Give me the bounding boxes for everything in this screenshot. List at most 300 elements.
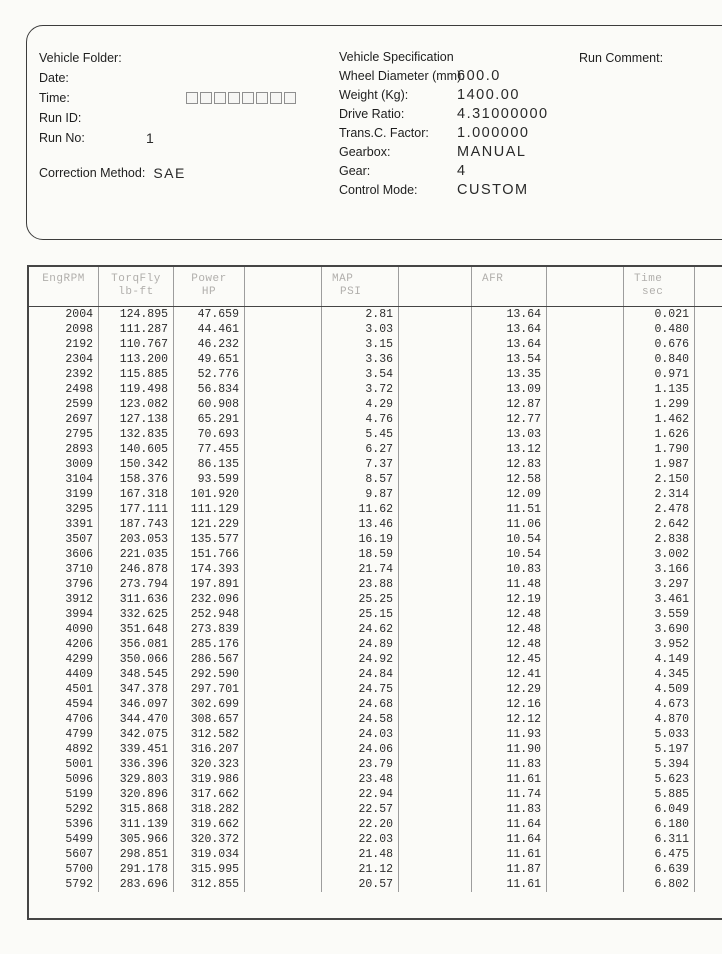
table-cell: 11.83 [472,802,547,817]
column-header: Time sec [624,267,695,306]
vehicle-spec-title-row [339,48,549,67]
table-cell: 11.61 [472,847,547,862]
table-cell: 5792 [29,877,99,892]
table-row [29,742,722,757]
table-cell [245,457,322,472]
table-cell: 11.48 [472,577,547,592]
table-cell: 11.93 [472,727,547,742]
table-cell: 150.342 [99,457,174,472]
table-cell [547,712,624,727]
table-cell: 115.885 [99,367,174,382]
table-cell: 4501 [29,682,99,697]
drive-ratio-value: 4.31000000 [457,106,549,122]
table-cell [399,742,472,757]
table-cell: 311.139 [99,817,174,832]
table-cell: 132.835 [99,427,174,442]
table-cell: 297.701 [174,682,245,697]
table-cell [547,322,624,337]
table-cell [547,547,624,562]
table-cell [245,382,322,397]
table-cell: 12.16 [472,697,547,712]
weight-row [339,86,549,105]
table-cell: 13.03 [472,427,547,442]
table-cell [695,322,722,337]
table-cell: 6.180 [624,817,695,832]
table-cell [695,592,722,607]
table-cell: 24.03 [322,727,399,742]
table-cell: 52.776 [174,367,245,382]
column-header [245,267,322,306]
table-cell: 12.48 [472,607,547,622]
table-cell: 348.545 [99,667,174,682]
table-cell: 3104 [29,472,99,487]
table-cell: 177.111 [99,502,174,517]
table-cell: 12.48 [472,622,547,637]
table-cell [547,382,624,397]
table-cell [245,772,322,787]
table-cell: 6.802 [624,877,695,892]
table-cell: 22.03 [322,832,399,847]
table-cell [695,412,722,427]
table-cell [245,727,322,742]
table-cell: 140.605 [99,442,174,457]
table-cell: 2392 [29,367,99,382]
table-cell: 20.57 [322,877,399,892]
table-cell: 0.480 [624,322,695,337]
table-cell: 5700 [29,862,99,877]
table-cell [399,697,472,712]
table-cell: 3199 [29,487,99,502]
table-cell: 291.178 [99,862,174,877]
table-cell [547,517,624,532]
table-cell [245,742,322,757]
run-id-row [39,108,296,128]
table-row [29,322,722,337]
table-row [29,712,722,727]
run-no-row [39,128,296,148]
gearbox-row [339,143,549,162]
table-row [29,397,722,412]
table-cell [695,832,722,847]
table-cell: 22.57 [322,802,399,817]
column-header: EngRPM [29,267,99,306]
table-cell [399,712,472,727]
table-cell: 2893 [29,442,99,457]
placeholder-box [270,92,282,104]
table-row [29,307,722,322]
table-cell [399,427,472,442]
table-cell [695,637,722,652]
table-cell: 286.567 [174,652,245,667]
table-cell [547,832,624,847]
table-cell: 5096 [29,772,99,787]
table-row [29,652,722,667]
table-cell [399,412,472,427]
placeholder-box [228,92,240,104]
table-cell: 93.599 [174,472,245,487]
table-cell [245,637,322,652]
table-row [29,517,722,532]
table-cell: 13.09 [472,382,547,397]
table-cell [399,757,472,772]
table-cell [399,487,472,502]
table-cell: 13.54 [472,352,547,367]
run-info-panel [26,25,722,240]
run-info-left-column [39,48,296,183]
table-cell: 101.920 [174,487,245,502]
weight-label: Weight (Kg): [339,88,409,102]
table-cell: 5.033 [624,727,695,742]
table-cell: 11.83 [472,757,547,772]
table-cell: 49.651 [174,352,245,367]
table-cell: 24.68 [322,697,399,712]
table-cell [245,307,322,322]
table-row [29,412,722,427]
table-cell: 3.297 [624,577,695,592]
table-cell: 4409 [29,667,99,682]
table-cell [547,622,624,637]
table-cell: 4299 [29,652,99,667]
table-cell [245,322,322,337]
table-cell: 285.176 [174,637,245,652]
trans-factor-row [339,124,549,143]
table-cell [695,757,722,772]
table-cell [399,532,472,547]
table-cell: 3.15 [322,337,399,352]
table-row [29,787,722,802]
table-cell [547,487,624,502]
table-cell [695,787,722,802]
table-cell [547,397,624,412]
gearbox-value: MANUAL [457,144,527,160]
vehicle-spec-title: Vehicle Specification [339,50,454,64]
table-row [29,607,722,622]
table-cell: 302.699 [174,697,245,712]
table-cell: 273.794 [99,577,174,592]
table-cell: 65.291 [174,412,245,427]
table-cell [695,562,722,577]
table-cell: 6.049 [624,802,695,817]
table-row [29,547,722,562]
table-cell: 5396 [29,817,99,832]
table-cell: 23.88 [322,577,399,592]
table-cell: 0.840 [624,352,695,367]
table-cell: 24.58 [322,712,399,727]
table-cell: 3.952 [624,637,695,652]
control-mode-row [339,181,549,200]
table-row [29,502,722,517]
table-cell [245,487,322,502]
table-cell [245,532,322,547]
table-cell: 319.034 [174,847,245,862]
table-cell: 11.61 [472,772,547,787]
table-cell: 23.79 [322,757,399,772]
table-cell [245,412,322,427]
table-cell: 2.314 [624,487,695,502]
column-header: MAP PSI [322,267,399,306]
table-cell [695,502,722,517]
table-row [29,562,722,577]
table-cell [547,562,624,577]
wheel-diameter-label: Wheel Diameter (mm): [339,69,465,83]
table-cell [245,352,322,367]
table-cell [399,367,472,382]
table-cell: 3.36 [322,352,399,367]
table-cell: 311.636 [99,592,174,607]
table-cell: 5.623 [624,772,695,787]
table-cell: 2098 [29,322,99,337]
table-cell [399,592,472,607]
table-cell: 3.002 [624,547,695,562]
table-row [29,442,722,457]
table-cell: 3912 [29,592,99,607]
table-cell [547,502,624,517]
table-cell: 10.54 [472,532,547,547]
table-cell: 232.096 [174,592,245,607]
placeholder-box [186,92,198,104]
table-cell: 305.966 [99,832,174,847]
table-cell: 3391 [29,517,99,532]
table-cell [695,517,722,532]
time-boxes [186,88,296,108]
table-row [29,832,722,847]
table-cell [245,847,322,862]
table-row [29,862,722,877]
table-cell [695,667,722,682]
table-cell: 13.64 [472,307,547,322]
table-cell: 246.878 [99,562,174,577]
table-cell: 24.75 [322,682,399,697]
table-cell: 110.767 [99,337,174,352]
table-cell: 4.673 [624,697,695,712]
column-header [547,267,624,306]
table-row [29,337,722,352]
table-cell [399,637,472,652]
table-cell: 2.81 [322,307,399,322]
run-comment-label: Run Comment: [579,51,664,65]
table-row [29,802,722,817]
table-cell: 21.74 [322,562,399,577]
table-cell: 298.851 [99,847,174,862]
table-cell [547,772,624,787]
run-no-label: Run No: [39,131,85,145]
table-cell [695,367,722,382]
table-cell: 174.393 [174,562,245,577]
table-cell [547,667,624,682]
table-cell: 252.948 [174,607,245,622]
table-cell: 11.61 [472,877,547,892]
table-cell [245,427,322,442]
gear-value: 4 [457,163,467,179]
table-row [29,697,722,712]
table-cell: 12.19 [472,592,547,607]
table-cell [399,817,472,832]
table-cell [547,367,624,382]
table-cell: 44.461 [174,322,245,337]
table-cell [245,592,322,607]
table-cell: 4892 [29,742,99,757]
table-cell: 2304 [29,352,99,367]
table-cell: 46.232 [174,337,245,352]
table-cell [695,697,722,712]
table-cell: 2192 [29,337,99,352]
control-mode-label: Control Mode: [339,183,418,197]
table-cell [695,622,722,637]
table-cell [695,472,722,487]
table-cell [547,877,624,892]
table-cell: 11.62 [322,502,399,517]
table-cell: 13.12 [472,442,547,457]
table-cell: 6.311 [624,832,695,847]
table-cell: 135.577 [174,532,245,547]
table-cell: 9.87 [322,487,399,502]
table-header-row [29,267,722,307]
table-cell: 12.29 [472,682,547,697]
table-cell: 1.987 [624,457,695,472]
table-row [29,352,722,367]
spacer [39,148,296,163]
table-cell: 70.693 [174,427,245,442]
table-cell [245,562,322,577]
table-cell [245,622,322,637]
table-body [29,307,722,892]
table-cell: 3.461 [624,592,695,607]
table-row [29,457,722,472]
table-cell: 113.200 [99,352,174,367]
table-cell [399,382,472,397]
table-cell [547,862,624,877]
table-cell [695,307,722,322]
trans-factor-value: 1.000000 [457,125,530,141]
date-label: Date: [39,71,69,85]
table-cell [245,682,322,697]
table-cell: 24.89 [322,637,399,652]
table-cell: 11.64 [472,832,547,847]
table-cell [245,577,322,592]
table-cell: 315.995 [174,862,245,877]
table-cell: 6.27 [322,442,399,457]
table-cell: 119.498 [99,382,174,397]
time-label: Time: [39,91,70,105]
vehicle-folder-label: Vehicle Folder: [39,51,122,65]
correction-method-label: Correction Method: [39,166,146,180]
table-cell [547,352,624,367]
table-cell [547,757,624,772]
table-cell: 158.376 [99,472,174,487]
table-cell: 5292 [29,802,99,817]
table-cell [399,877,472,892]
table-cell [399,322,472,337]
table-cell: 24.62 [322,622,399,637]
table-cell: 308.657 [174,712,245,727]
table-cell: 344.470 [99,712,174,727]
table-cell [399,802,472,817]
table-cell [245,877,322,892]
table-cell [399,787,472,802]
table-cell: 23.48 [322,772,399,787]
table-cell: 12.09 [472,487,547,502]
table-cell [399,472,472,487]
placeholder-box [256,92,268,104]
table-cell: 4594 [29,697,99,712]
table-row [29,382,722,397]
table-cell [399,682,472,697]
gear-label: Gear: [339,164,371,178]
table-cell: 221.035 [99,547,174,562]
table-cell: 329.803 [99,772,174,787]
table-cell: 4.509 [624,682,695,697]
wheel-diameter-value: 600.0 [457,68,501,84]
table-row [29,487,722,502]
table-cell: 3.559 [624,607,695,622]
table-cell: 346.097 [99,697,174,712]
table-cell [245,367,322,382]
table-cell: 24.84 [322,667,399,682]
table-cell [547,307,624,322]
table-cell [547,412,624,427]
drive-ratio-label: Drive Ratio: [339,107,405,121]
table-cell: 187.743 [99,517,174,532]
table-row [29,532,722,547]
table-cell [547,607,624,622]
table-cell [399,772,472,787]
table-cell: 13.46 [322,517,399,532]
table-cell [547,472,624,487]
table-cell: 3.72 [322,382,399,397]
table-cell: 3.690 [624,622,695,637]
table-cell [245,862,322,877]
table-cell: 317.662 [174,787,245,802]
table-cell [399,337,472,352]
table-cell: 350.066 [99,652,174,667]
table-cell: 4.29 [322,397,399,412]
wheel-diameter-row [339,67,549,86]
table-cell: 5.885 [624,787,695,802]
table-cell: 315.868 [99,802,174,817]
table-cell: 11.90 [472,742,547,757]
table-cell [399,397,472,412]
table-cell: 56.834 [174,382,245,397]
table-cell: 21.48 [322,847,399,862]
table-cell: 12.87 [472,397,547,412]
table-cell [399,517,472,532]
table-cell: 22.94 [322,787,399,802]
table-cell: 3.03 [322,322,399,337]
table-cell: 121.229 [174,517,245,532]
table-cell [547,577,624,592]
table-cell: 11.87 [472,862,547,877]
table-row [29,817,722,832]
column-header: Power HP [174,267,245,306]
table-row [29,667,722,682]
table-cell: 13.64 [472,337,547,352]
table-cell [695,352,722,367]
table-cell [399,577,472,592]
control-mode-value: CUSTOM [457,182,529,198]
table-cell [695,382,722,397]
table-cell: 111.129 [174,502,245,517]
table-cell: 5199 [29,787,99,802]
table-cell: 332.625 [99,607,174,622]
vehicle-folder-row [39,48,296,68]
vehicle-spec-column [339,48,549,200]
table-cell: 1.790 [624,442,695,457]
table-cell: 12.12 [472,712,547,727]
table-cell: 2697 [29,412,99,427]
table-cell: 203.053 [99,532,174,547]
table-cell [547,652,624,667]
table-cell: 3994 [29,607,99,622]
